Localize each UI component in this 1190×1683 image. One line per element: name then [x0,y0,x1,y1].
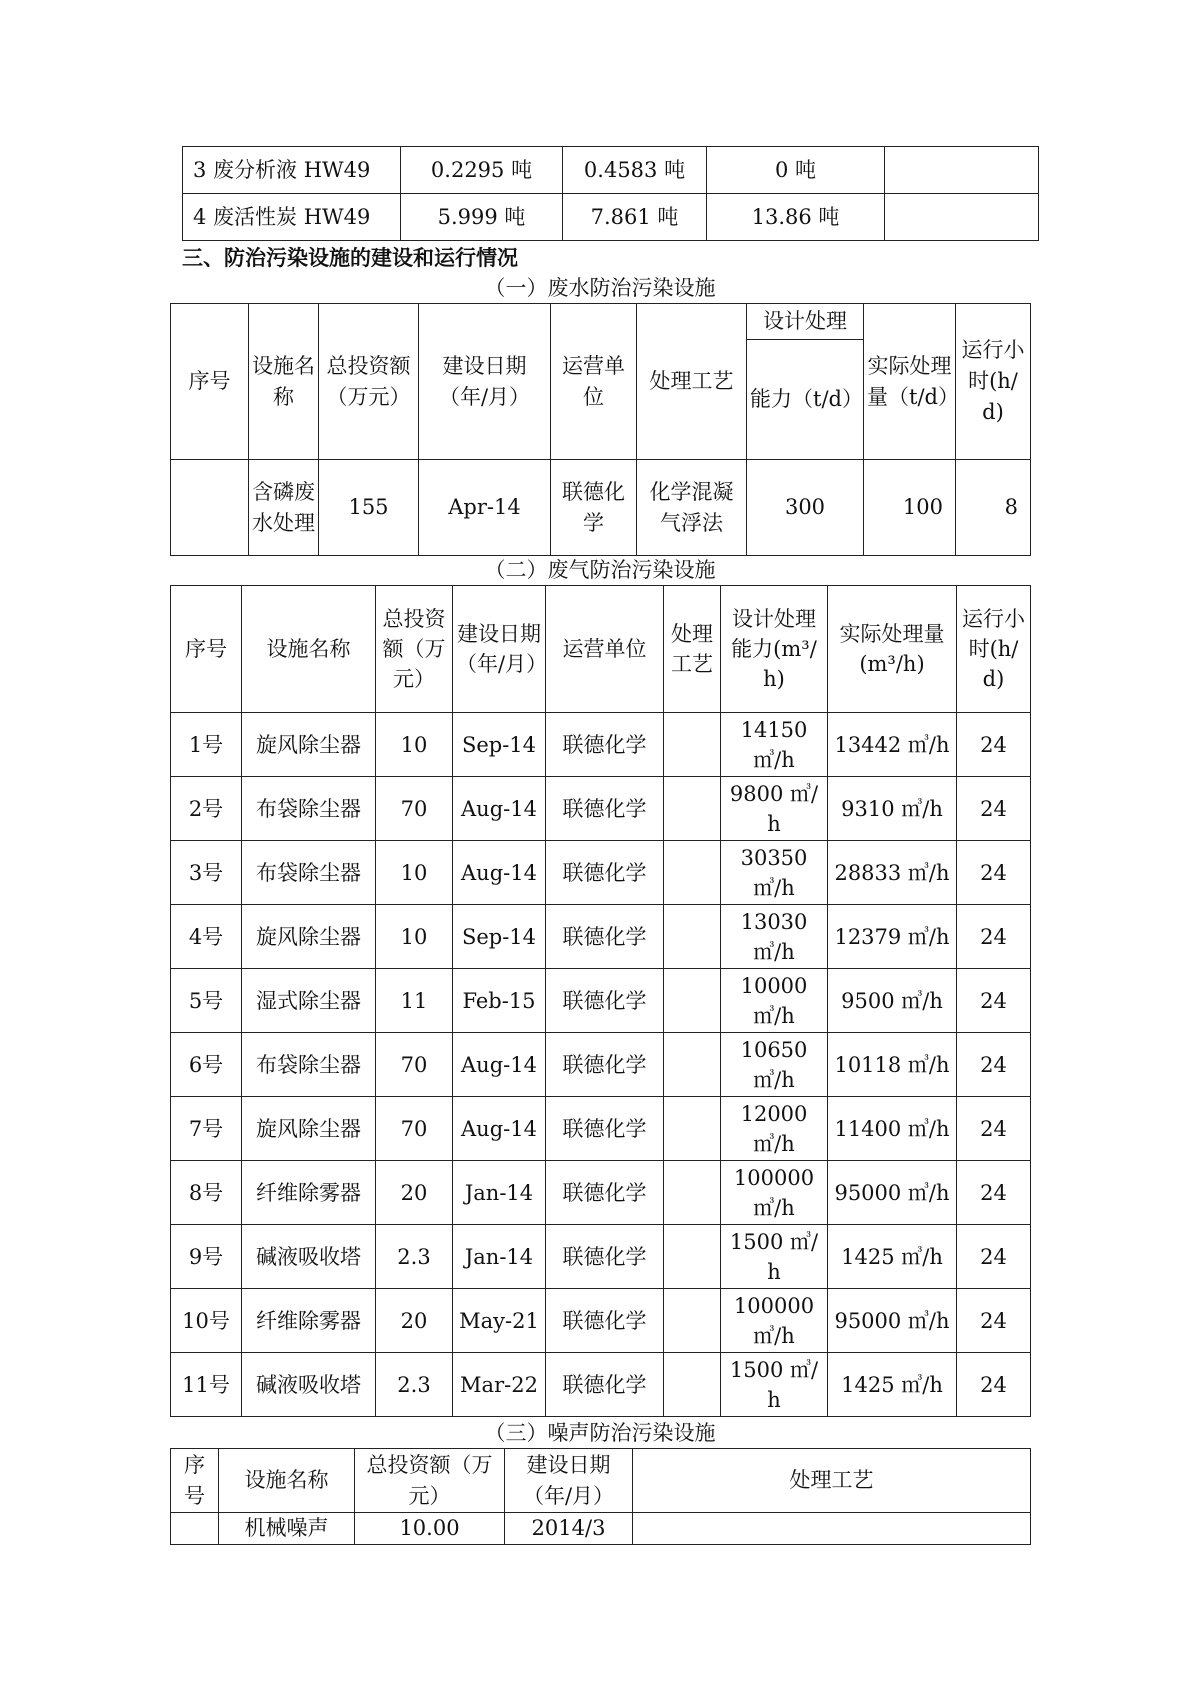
cell-hours: 24 [957,905,1031,969]
cell-seq: 9号 [171,1225,242,1289]
cell-seq: 10号 [171,1289,242,1353]
cell-invest: 70 [376,777,453,841]
header-hours: 运行小时(h/d) [956,304,1031,460]
cell-name: 碱液吸收塔 [242,1225,376,1289]
cell-actual: 13442 ㎥/h [828,713,957,777]
header-invest: 总投资额（万元） [376,586,453,713]
cell-date: Mar-22 [453,1353,546,1417]
cell-process [664,1033,721,1097]
table-row [171,1097,1031,1161]
cell-seq [171,1513,219,1545]
cell-hours: 24 [957,1161,1031,1225]
header-capacity: 设计处理能力(m³/h) [721,586,828,713]
cell-invest: 155 [319,460,419,556]
cell-actual: 9500 ㎥/h [828,969,957,1033]
cell-name: 纤维除雾器 [242,1289,376,1353]
cell-date: Aug-14 [453,1097,546,1161]
cell-invest: 20 [376,1161,453,1225]
cell-actual: 28833 ㎥/h [828,841,957,905]
cell-seq: 6号 [171,1033,242,1097]
cell-operator: 联德化学 [546,1161,664,1225]
header-name: 设施名称 [249,304,319,460]
cell-process: 化学混凝气浮法 [637,460,747,556]
cell-name: 纤维除雾器 [242,1161,376,1225]
cell-name: 布袋除尘器 [242,777,376,841]
cell-name: 旋风除尘器 [242,1097,376,1161]
header-actual: 实际处理量(m³/h) [828,586,957,713]
header-operator: 运营单位 [551,304,637,460]
cell-name: 含磷废水处理 [249,460,319,556]
cell-seq: 7号 [171,1097,242,1161]
cell-seq: 5号 [171,969,242,1033]
cell-operator: 联德化学 [546,969,664,1033]
cell-actual: 95000 ㎥/h [828,1289,957,1353]
cell-actual: 9310 ㎥/h [828,777,957,841]
header-date: 建设日期（年/月） [505,1449,633,1513]
header-process: 处理工艺 [664,586,721,713]
cell-seq: 2号 [171,777,242,841]
header-actual: 实际处理量（t/d） [864,304,956,460]
table-row [183,194,1039,241]
cell-invest: 2.3 [376,1225,453,1289]
header-seq: 序号 [171,586,242,713]
cell-hours: 24 [957,1289,1031,1353]
cell-capacity: 9800 ㎥/h [721,777,828,841]
table-row [171,1225,1031,1289]
waste-name: 4 废活性炭 HW49 [183,194,401,241]
cell-hours: 24 [957,1033,1031,1097]
header-process: 处理工艺 [637,304,747,460]
cell-hours: 24 [957,969,1031,1033]
table-row [171,841,1031,905]
cell-date: Sep-14 [453,905,546,969]
cell-date: Sep-14 [453,713,546,777]
cell-date: 2014/3 [505,1513,633,1545]
cell-operator: 联德化学 [546,1289,664,1353]
table-row [171,460,1031,556]
cell-seq: 1号 [171,713,242,777]
cell-date: Feb-15 [453,969,546,1033]
waste-value: 0.2295 吨 [401,147,563,194]
cell-operator: 联德化学 [546,1033,664,1097]
hazardous-waste-table [182,146,1039,241]
cell-capacity: 1500 ㎥/h [721,1225,828,1289]
cell-date: Jan-14 [453,1161,546,1225]
cell-process [664,1097,721,1161]
cell-capacity: 14150 ㎥/h [721,713,828,777]
cell-date: Aug-14 [453,777,546,841]
cell-invest: 10 [376,713,453,777]
cell-actual: 1425 ㎥/h [828,1225,957,1289]
cell-capacity: 10000 ㎥/h [721,969,828,1033]
cell-capacity: 12000 ㎥/h [721,1097,828,1161]
cell-capacity: 10650 ㎥/h [721,1033,828,1097]
cell-invest: 20 [376,1289,453,1353]
cell-process [664,1289,721,1353]
cell-actual: 1425 ㎥/h [828,1353,957,1417]
cell-capacity: 30350 ㎥/h [721,841,828,905]
cell-actual: 95000 ㎥/h [828,1161,957,1225]
cell-invest: 2.3 [376,1353,453,1417]
cell-seq [171,460,249,556]
cell-hours: 24 [957,1097,1031,1161]
table-row [171,777,1031,841]
table-row [183,147,1039,194]
table-row [171,1289,1031,1353]
cell-actual: 10118 ㎥/h [828,1033,957,1097]
cell-process [664,841,721,905]
cell-capacity: 100000 ㎥/h [721,1289,828,1353]
cell-name: 旋风除尘器 [242,905,376,969]
cell-name: 湿式除尘器 [242,969,376,1033]
table-row [171,969,1031,1033]
header-capacity: 能力（t/d） [747,340,864,460]
table-row [171,905,1031,969]
cell-name: 布袋除尘器 [242,1033,376,1097]
header-date: 建设日期（年/月） [419,304,551,460]
cell-hours: 8 [956,460,1031,556]
table-row [171,1513,1031,1545]
cell-process [664,713,721,777]
cell-name: 布袋除尘器 [242,841,376,905]
cell-date: Aug-14 [453,841,546,905]
cell-invest: 10 [376,841,453,905]
header-hours: 运行小时(h/d) [957,586,1031,713]
cell-invest: 10.00 [355,1513,505,1545]
cell-actual: 100 [864,460,956,556]
cell-seq: 4号 [171,905,242,969]
cell-date: Aug-14 [453,1033,546,1097]
wastewater-facilities-table [170,303,1031,556]
cell-process [633,1513,1031,1545]
cell-hours: 24 [957,713,1031,777]
header-date: 建设日期（年/月） [453,586,546,713]
table-row [171,713,1031,777]
cell-operator: 联德化学 [546,1353,664,1417]
cell-process [664,777,721,841]
cell-operator: 联德化学 [546,777,664,841]
header-design-group: 设计处理 [747,304,864,340]
header-invest: 总投资额（万元） [319,304,419,460]
noise-facilities-table [170,1448,1031,1545]
header-name: 设施名称 [219,1449,355,1513]
cell-operator: 联德化学 [546,1225,664,1289]
noise-caption: （三）噪声防治污染设施 [484,1421,716,1445]
header-seq: 序号 [171,1449,219,1513]
header-process: 处理工艺 [633,1449,1031,1513]
header-operator: 运营单位 [546,586,664,713]
table-row [171,1033,1031,1097]
table-row [171,1161,1031,1225]
cell-process [664,1225,721,1289]
cell-hours: 24 [957,1225,1031,1289]
exhaust-facilities-table [170,585,1031,1417]
cell-operator: 联德化学 [551,460,637,556]
waste-value: 5.999 吨 [401,194,563,241]
cell-hours: 24 [957,841,1031,905]
waste-value: 0 吨 [707,147,885,194]
cell-seq: 8号 [171,1161,242,1225]
cell-name: 机械噪声 [219,1513,355,1545]
cell-hours: 24 [957,1353,1031,1417]
cell-name: 碱液吸收塔 [242,1353,376,1417]
cell-invest: 70 [376,1097,453,1161]
waste-value: 7.861 吨 [563,194,707,241]
cell-invest: 70 [376,1033,453,1097]
cell-capacity: 1500 ㎥/h [721,1353,828,1417]
cell-operator: 联德化学 [546,905,664,969]
cell-capacity: 13030 ㎥/h [721,905,828,969]
cell-process [664,1161,721,1225]
waste-value: 0.4583 吨 [563,147,707,194]
table-row [171,1353,1031,1417]
cell-actual: 12379 ㎥/h [828,905,957,969]
cell-process [664,1353,721,1417]
header-invest: 总投资额（万元） [355,1449,505,1513]
cell-operator: 联德化学 [546,713,664,777]
wastewater-caption: （一）废水防治污染设施 [484,276,716,300]
waste-note [885,147,1039,194]
cell-actual: 11400 ㎥/h [828,1097,957,1161]
cell-process [664,969,721,1033]
waste-note [885,194,1039,241]
cell-name: 旋风除尘器 [242,713,376,777]
exhaust-caption: （二）废气防治污染设施 [484,558,716,582]
section-heading: 三、防治污染设施的建设和运行情况 [182,246,518,270]
header-seq: 序号 [171,304,249,460]
cell-process [664,905,721,969]
cell-operator: 联德化学 [546,1097,664,1161]
cell-capacity: 100000 ㎥/h [721,1161,828,1225]
cell-date: May-21 [453,1289,546,1353]
cell-invest: 11 [376,969,453,1033]
cell-date: Jan-14 [453,1225,546,1289]
waste-name: 3 废分析液 HW49 [183,147,401,194]
cell-seq: 3号 [171,841,242,905]
waste-value: 13.86 吨 [707,194,885,241]
cell-date: Apr-14 [419,460,551,556]
cell-capacity: 300 [747,460,864,556]
header-name: 设施名称 [242,586,376,713]
cell-hours: 24 [957,777,1031,841]
cell-seq: 11号 [171,1353,242,1417]
cell-invest: 10 [376,905,453,969]
cell-operator: 联德化学 [546,841,664,905]
